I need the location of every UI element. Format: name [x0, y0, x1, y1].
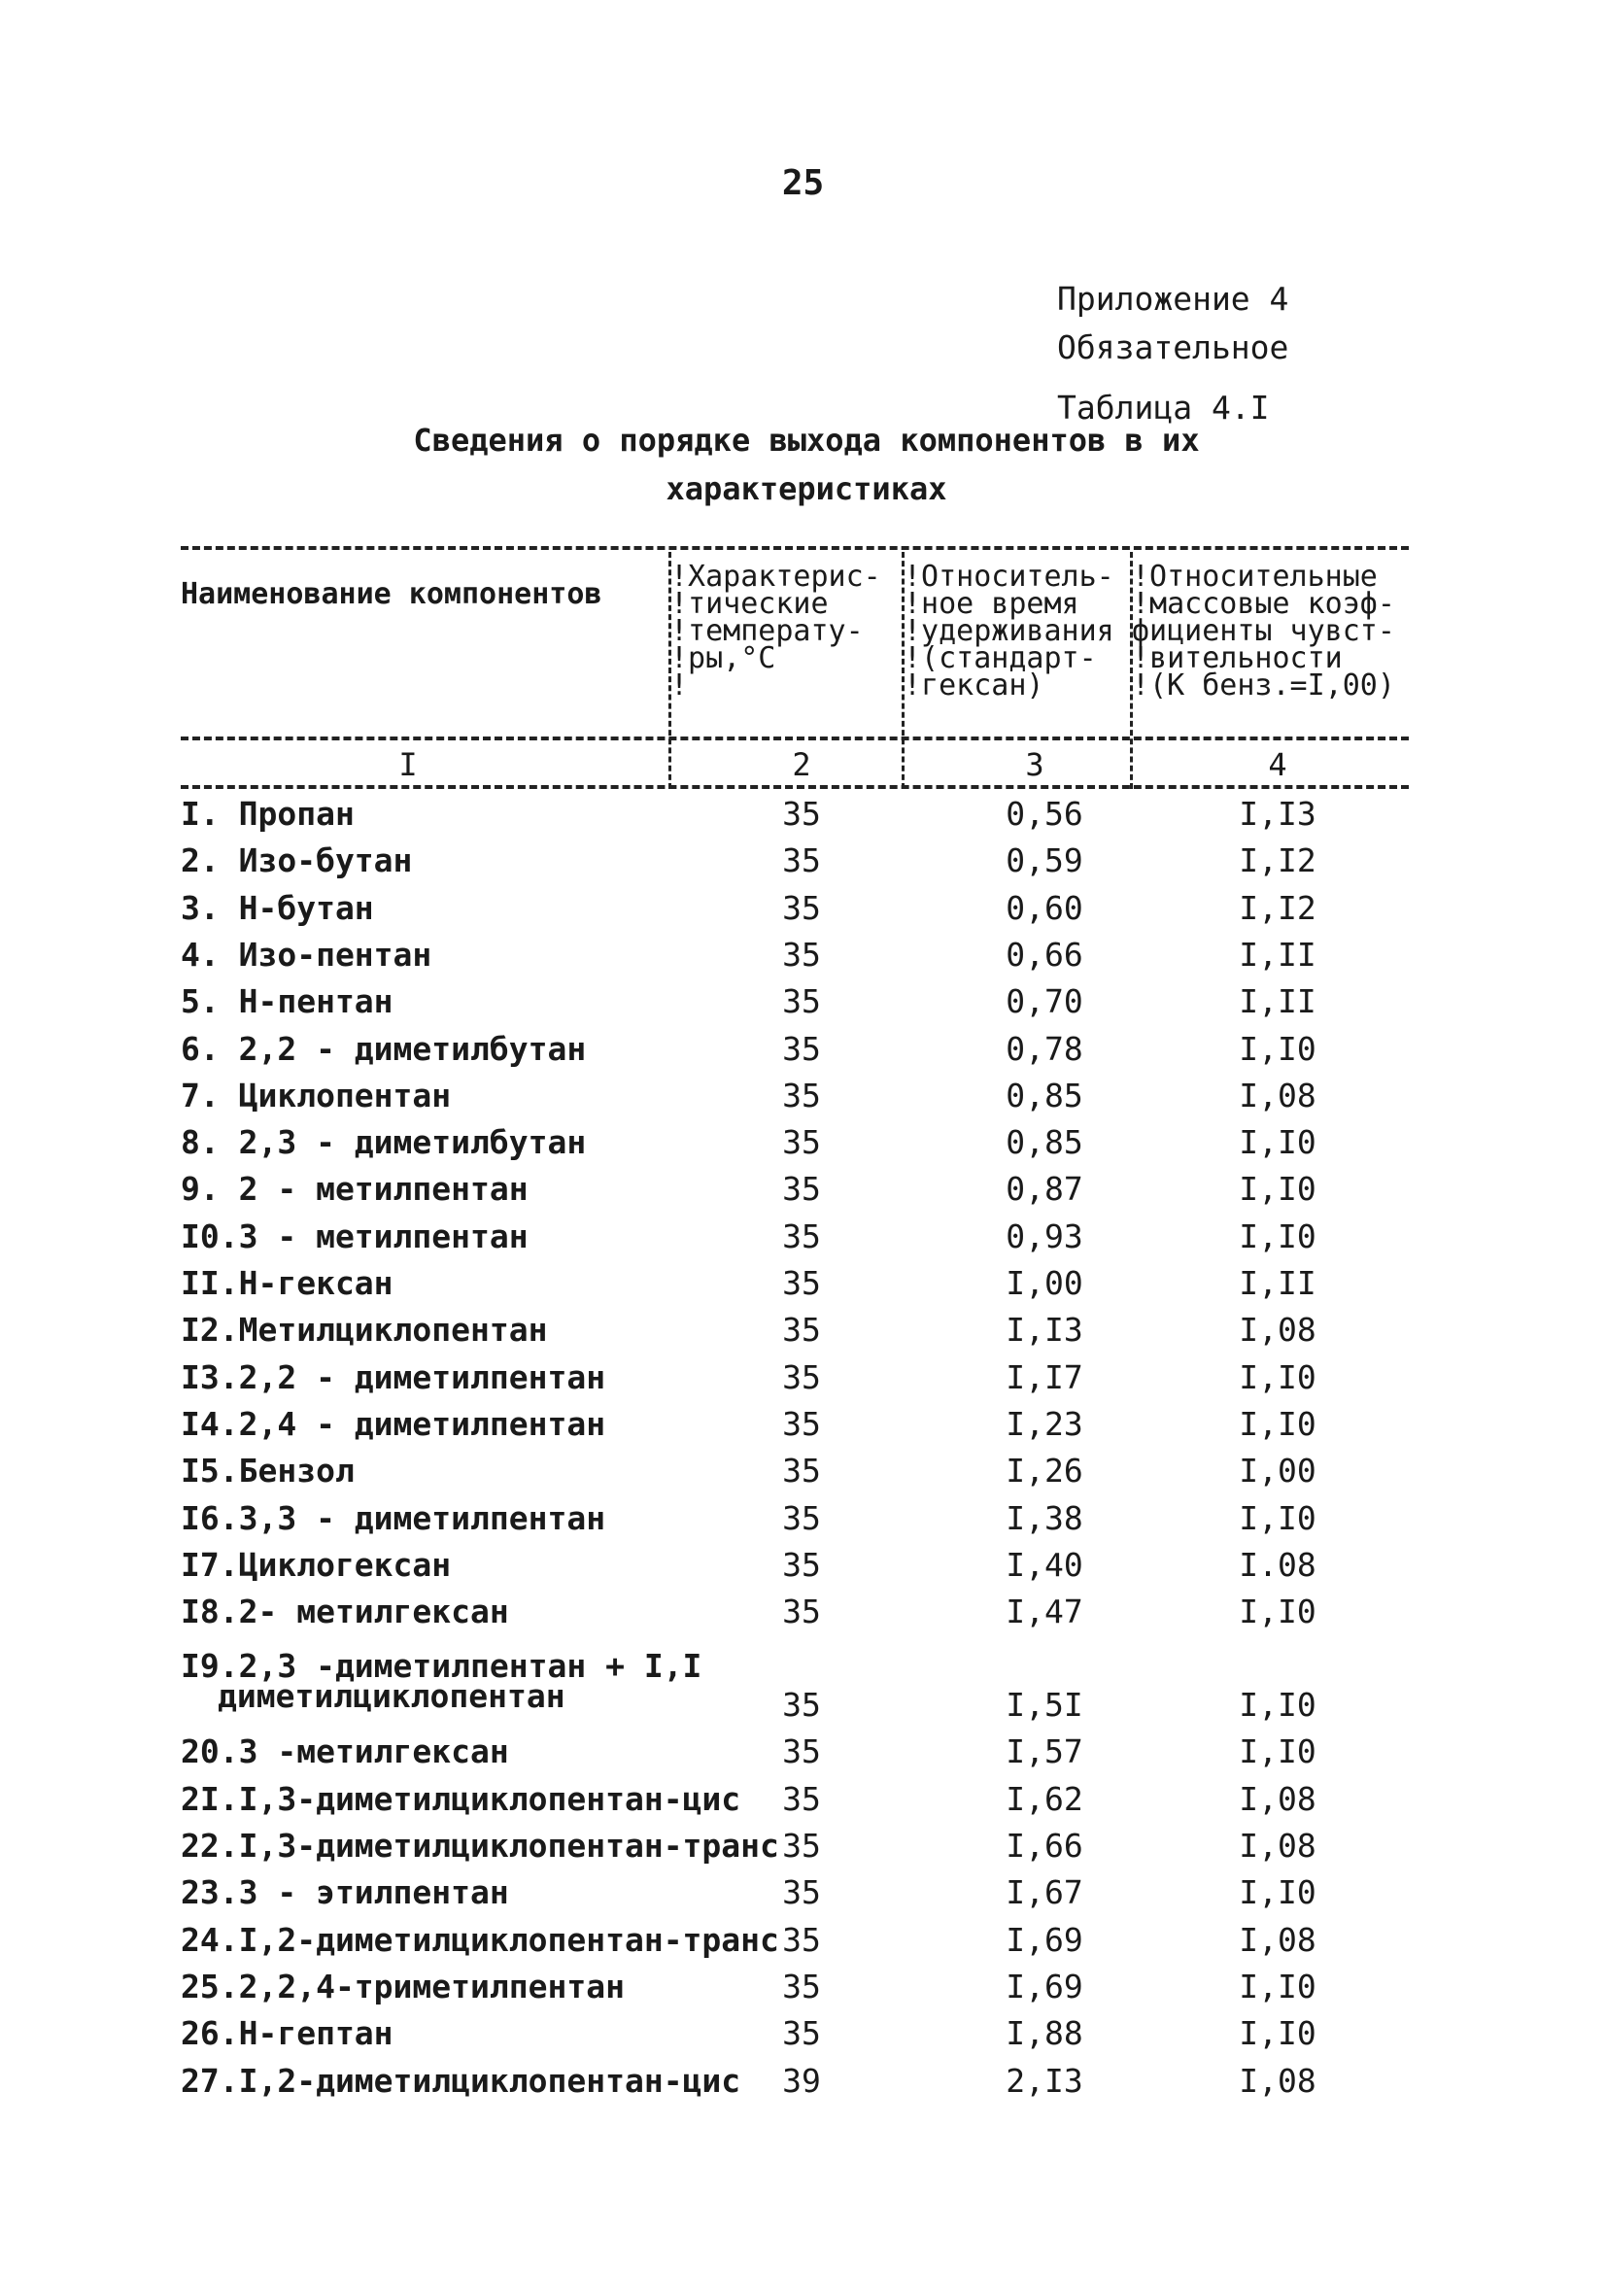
temperature-value: 35	[782, 1967, 821, 2005]
table-row	[0, 1921, 1606, 1968]
retention-time-value: I,40	[1006, 1545, 1083, 1584]
page-number: 25	[781, 163, 825, 203]
retention-time-value: 0,85	[1006, 1076, 1083, 1114]
retention-time-value: 0,70	[1006, 982, 1083, 1021]
sensitivity-value: I,08	[1239, 1311, 1316, 1350]
temperature-value: 35	[782, 1311, 821, 1350]
retention-time-value: 0,93	[1006, 1217, 1083, 1255]
component-name: I. Пропан	[181, 795, 355, 833]
temperature-value: 35	[782, 1827, 821, 1865]
retention-time-value: I,38	[1006, 1498, 1083, 1537]
temperature-value: 35	[782, 2014, 821, 2053]
sensitivity-value: I,I0	[1239, 1732, 1316, 1771]
table-row	[0, 982, 1606, 1029]
sensitivity-value: I,08	[1239, 1779, 1316, 1818]
sensitivity-value: I,I0	[1239, 1123, 1316, 1162]
sensitivity-value: I,I0	[1239, 1873, 1316, 1912]
component-name: I5.Бензол	[181, 1452, 355, 1491]
header-retention-time: !Относитель- !ное время !удерживания !(стандарт- !гексан)	[904, 560, 1114, 703]
table-row	[0, 1311, 1606, 1357]
sensitivity-value: I,I0	[1239, 1404, 1316, 1443]
component-name: 6. 2,2 - диметилбутан	[181, 1029, 587, 1068]
table-top-rule	[181, 546, 1409, 550]
header-name: Наименование компонентов	[181, 577, 602, 611]
retention-time-value: I,5I	[1006, 1686, 1083, 1725]
column-divider-3	[1130, 552, 1133, 789]
retention-time-value: I,I7	[1006, 1357, 1083, 1396]
temperature-value: 35	[782, 1357, 821, 1396]
temperature-value: 35	[782, 841, 821, 880]
component-name: I0.3 - метилпентан	[181, 1217, 529, 1255]
component-name: 20.3 -метилгексан	[181, 1732, 509, 1771]
sensitivity-value: I,I3	[1239, 795, 1316, 833]
temperature-value: 35	[782, 1076, 821, 1114]
table-row	[0, 936, 1606, 982]
table-row	[0, 1170, 1606, 1217]
column-number-1: I	[398, 746, 418, 783]
retention-time-value: I,88	[1006, 2014, 1083, 2053]
temperature-value: 35	[782, 1170, 821, 1209]
temperature-value: 35	[782, 1217, 821, 1255]
column-divider-1	[668, 552, 671, 789]
component-name: 26.Н-гептан	[181, 2014, 393, 2053]
sensitivity-value: I,I0	[1239, 1357, 1316, 1396]
sensitivity-value: I,I2	[1239, 888, 1316, 927]
component-name: 9. 2 - метилпентан	[181, 1170, 529, 1209]
retention-time-value: 0,87	[1006, 1170, 1083, 1209]
header-bottom-rule	[181, 737, 1409, 740]
sensitivity-value: I,II	[1239, 1264, 1316, 1302]
temperature-value: 35	[782, 1545, 821, 1584]
component-name: I6.3,3 - диметилпентан	[181, 1498, 606, 1537]
temperature-value: 35	[782, 1593, 821, 1631]
sensitivity-value: I,08	[1239, 1076, 1316, 1114]
component-name: 7. Циклопентан	[181, 1076, 452, 1114]
sensitivity-value: I,I0	[1239, 1498, 1316, 1537]
retention-time-value: I,00	[1006, 1264, 1083, 1302]
retention-time-value: 0,66	[1006, 935, 1083, 974]
component-name: 3. Н-бутан	[181, 888, 374, 927]
temperature-value: 35	[782, 1732, 821, 1771]
sensitivity-value: I,I0	[1239, 1170, 1316, 1209]
retention-time-value: I,I3	[1006, 1311, 1083, 1350]
retention-time-value: 0,60	[1006, 888, 1083, 927]
retention-time-value: 0,59	[1006, 841, 1083, 880]
sensitivity-value: I,I0	[1239, 1029, 1316, 1068]
component-name: I8.2- метилгексан	[181, 1593, 509, 1631]
component-name: 24.I,2-диметилциклопентан-транс	[181, 1920, 779, 1959]
temperature-value: 39	[782, 2061, 821, 2100]
temperature-value: 35	[782, 1920, 821, 1959]
table-row	[0, 795, 1606, 841]
sensitivity-value: I,II	[1239, 935, 1316, 974]
temperature-value: 35	[782, 1873, 821, 1912]
retention-time-value: I,69	[1006, 1920, 1083, 1959]
sensitivity-value: I,08	[1239, 1920, 1316, 1959]
header-temperature: !Характерис- !тические !температу- !ры,°С !	[670, 560, 881, 703]
column-number-rule	[181, 785, 1409, 789]
table-row	[0, 1452, 1606, 1498]
component-name: 25.2,2,4-триметилпентан	[181, 1967, 625, 2005]
table-row	[0, 889, 1606, 936]
header-sensitivity: !Относительные !массовые коэф- фициенты чувст- !вительности !(К бенз.=I,00)	[1132, 560, 1395, 703]
retention-time-value: I,67	[1006, 1873, 1083, 1912]
column-number-2: 2	[792, 746, 811, 783]
caption-line-1: Сведения о порядке выхода компонентов в их	[413, 422, 1200, 459]
retention-time-value: I,66	[1006, 1827, 1083, 1865]
table-row	[0, 1264, 1606, 1311]
temperature-value: 35	[782, 1498, 821, 1537]
component-name: I3.2,2 - диметилпентан	[181, 1357, 606, 1396]
component-name: I2.Метилциклопентан	[181, 1311, 548, 1350]
sensitivity-value: I,I0	[1239, 1686, 1316, 1725]
retention-time-value: I,26	[1006, 1452, 1083, 1491]
component-name: II.Н-гексан	[181, 1264, 393, 1302]
table-row	[0, 1358, 1606, 1405]
table-row	[0, 1873, 1606, 1920]
sensitivity-value: I,I0	[1239, 1593, 1316, 1631]
table-row	[0, 1647, 1606, 1725]
component-name: 4. Изо-пентан	[181, 935, 432, 974]
temperature-value: 35	[782, 795, 821, 833]
sensitivity-value: I,08	[1239, 2061, 1316, 2100]
sensitivity-value: I,I0	[1239, 2014, 1316, 2053]
retention-time-value: 0,85	[1006, 1123, 1083, 1162]
table-row	[0, 1499, 1606, 1546]
retention-time-value: 2,I3	[1006, 2061, 1083, 2100]
temperature-value: 35	[782, 888, 821, 927]
retention-time-value: I,69	[1006, 1967, 1083, 2005]
temperature-value: 35	[782, 935, 821, 974]
temperature-value: 35	[782, 1452, 821, 1491]
table-row	[0, 1405, 1606, 1452]
table-row	[0, 1968, 1606, 2014]
temperature-value: 35	[782, 1686, 821, 1725]
component-name: 22.I,3-диметилциклопентан-транс	[181, 1827, 779, 1865]
retention-time-value: 0,56	[1006, 795, 1083, 833]
column-number-4: 4	[1268, 746, 1287, 783]
sensitivity-value: I,00	[1239, 1452, 1316, 1491]
component-name: 8. 2,3 - диметилбутан	[181, 1123, 587, 1162]
retention-time-value: I,62	[1006, 1779, 1083, 1818]
temperature-value: 35	[782, 1404, 821, 1443]
retention-time-value: I,57	[1006, 1732, 1083, 1771]
table-number: Таблица 4.I	[1057, 389, 1270, 427]
table-row	[0, 1780, 1606, 1827]
temperature-value: 35	[782, 982, 821, 1021]
retention-time-value: I,23	[1006, 1404, 1083, 1443]
column-divider-2	[902, 552, 905, 789]
column-number-3: 3	[1025, 746, 1044, 783]
component-name: I9.2,3 -диметилпентан + I,I диметилциклопентан	[181, 1647, 702, 1716]
appendix-title: Приложение 4	[1057, 280, 1289, 318]
table-row	[0, 1546, 1606, 1593]
temperature-value: 35	[782, 1779, 821, 1818]
table-row	[0, 1077, 1606, 1123]
temperature-value: 35	[782, 1029, 821, 1068]
table-row	[0, 841, 1606, 888]
retention-time-value: 0,78	[1006, 1029, 1083, 1068]
table-row	[0, 1827, 1606, 1873]
table-caption	[175, 416, 1438, 513]
sensitivity-value: I,II	[1239, 982, 1316, 1021]
table-row	[0, 2014, 1606, 2061]
appendix-label	[1057, 275, 1288, 372]
component-name: I4.2,4 - диметилпентан	[181, 1404, 606, 1443]
table-row	[0, 1217, 1606, 1264]
component-name: 2. Изо-бутан	[181, 841, 413, 880]
component-name: 5. Н-пентан	[181, 982, 393, 1021]
table-row	[0, 1123, 1606, 1170]
table-row	[0, 1593, 1606, 1639]
sensitivity-value: I,I2	[1239, 841, 1316, 880]
sensitivity-value: I,I0	[1239, 1967, 1316, 2005]
component-name: 2I.I,3-диметилциклопентан-цис	[181, 1779, 741, 1818]
component-name: 27.I,2-диметилциклопентан-цис	[181, 2061, 741, 2100]
component-name: 23.3 - этилпентан	[181, 1873, 509, 1912]
table-row	[0, 1030, 1606, 1077]
sensitivity-value: I,I0	[1239, 1217, 1316, 1255]
sensitivity-value: I.08	[1239, 1545, 1316, 1584]
table-row	[0, 1732, 1606, 1779]
component-name: I7.Циклогексан	[181, 1545, 452, 1584]
temperature-value: 35	[782, 1264, 821, 1302]
temperature-value: 35	[782, 1123, 821, 1162]
caption-line-2: характеристиках	[666, 470, 947, 507]
sensitivity-value: I,08	[1239, 1827, 1316, 1865]
table-row	[0, 2062, 1606, 2108]
retention-time-value: I,47	[1006, 1593, 1083, 1631]
appendix-status: Обязательное	[1057, 328, 1289, 366]
